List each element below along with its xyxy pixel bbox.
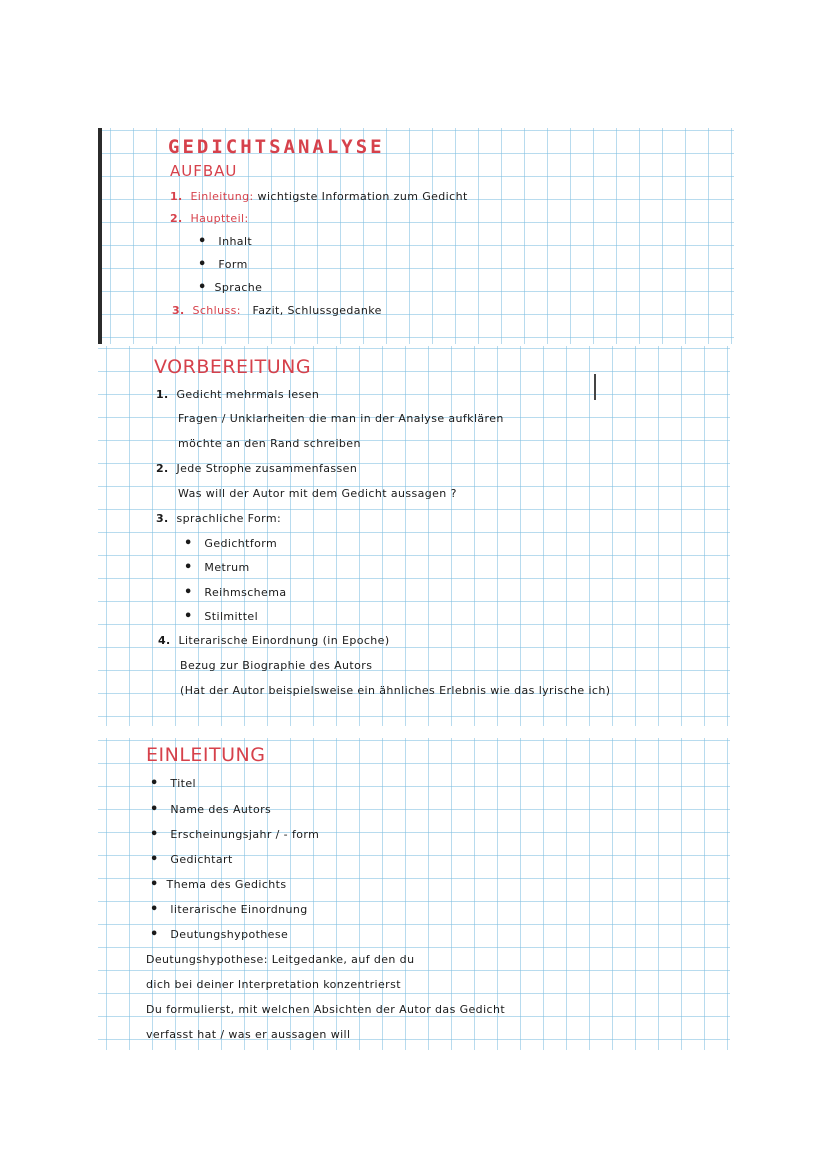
einleitung-paragraph-line: Du formulierst, mit welchen Absichten der Autor das Gedicht — [146, 1003, 506, 1016]
form-bullet: • Gedichtform — [184, 536, 278, 551]
einleitung-bullet: • Name des Autors — [150, 802, 272, 817]
form-bullet: • Metrum — [184, 560, 250, 575]
einleitung-paragraph-line: Deutungshypothese: Leitgedanke, auf den du — [146, 953, 415, 966]
einleitung-paragraph-line: dich bei deiner Interpretation konzentrierst — [146, 978, 401, 991]
aufbau-item-1: 1. Einleitung: wichtigste Information zum Gedicht — [170, 190, 468, 203]
aufbau-card — [98, 128, 734, 344]
form-bullet: • Reihmschema — [184, 585, 287, 600]
einleitung-bullet: • literarische Einordnung — [150, 902, 308, 917]
vorbereitung-line: Bezug zur Biographie des Autors — [180, 659, 373, 672]
text-cursor — [594, 374, 596, 400]
einleitung-paragraph-line: verfasst hat / was er aussagen will — [146, 1028, 351, 1041]
einleitung-heading: EINLEITUNG — [146, 744, 266, 766]
aufbau-heading: AUFBAU — [170, 162, 238, 180]
einleitung-bullet: • Titel — [150, 776, 196, 791]
vorbereitung-heading: VORBEREITUNG — [154, 356, 312, 378]
einleitung-bullet: • Thema des Gedichts — [150, 877, 287, 892]
aufbau-subitem: • Inhalt — [198, 234, 253, 249]
einleitung-bullet: • Deutungshypothese — [150, 927, 289, 942]
einleitung-card — [98, 738, 730, 1050]
einleitung-bullet: • Erscheinungsjahr / - form — [150, 827, 320, 842]
aufbau-subitem: • Sprache — [198, 280, 263, 295]
vorbereitung-line: Fragen / Unklarheiten die man in der Analyse aufklären — [178, 412, 504, 425]
document-title: GEDICHTSANALYSE — [168, 136, 385, 158]
einleitung-bullet: • Gedichtart — [150, 852, 233, 867]
vorbereitung-line: 4. Literarische Einordnung (in Epoche) — [158, 634, 390, 647]
form-bullet: • Stilmittel — [184, 609, 259, 624]
vorbereitung-line: Was will der Autor mit dem Gedicht aussagen ? — [178, 487, 457, 500]
vorbereitung-line: 1. Gedicht mehrmals lesen — [156, 388, 320, 401]
vorbereitung-line: 2. Jede Strophe zusammenfassen — [156, 462, 358, 475]
vorbereitung-line: 3. sprachliche Form: — [156, 512, 282, 525]
aufbau-item-2: 2. Hauptteil: — [170, 212, 249, 225]
vorbereitung-line: möchte an den Rand schreiben — [178, 437, 361, 450]
vorbereitung-line: (Hat der Autor beispielsweise ein ähnliches Erlebnis wie das lyrische ich) — [180, 684, 611, 697]
aufbau-item-3: 3. Schluss: Fazit, Schlussgedanke — [172, 304, 382, 317]
aufbau-subitem: • Form — [198, 257, 248, 272]
vorbereitung-card — [98, 346, 730, 726]
